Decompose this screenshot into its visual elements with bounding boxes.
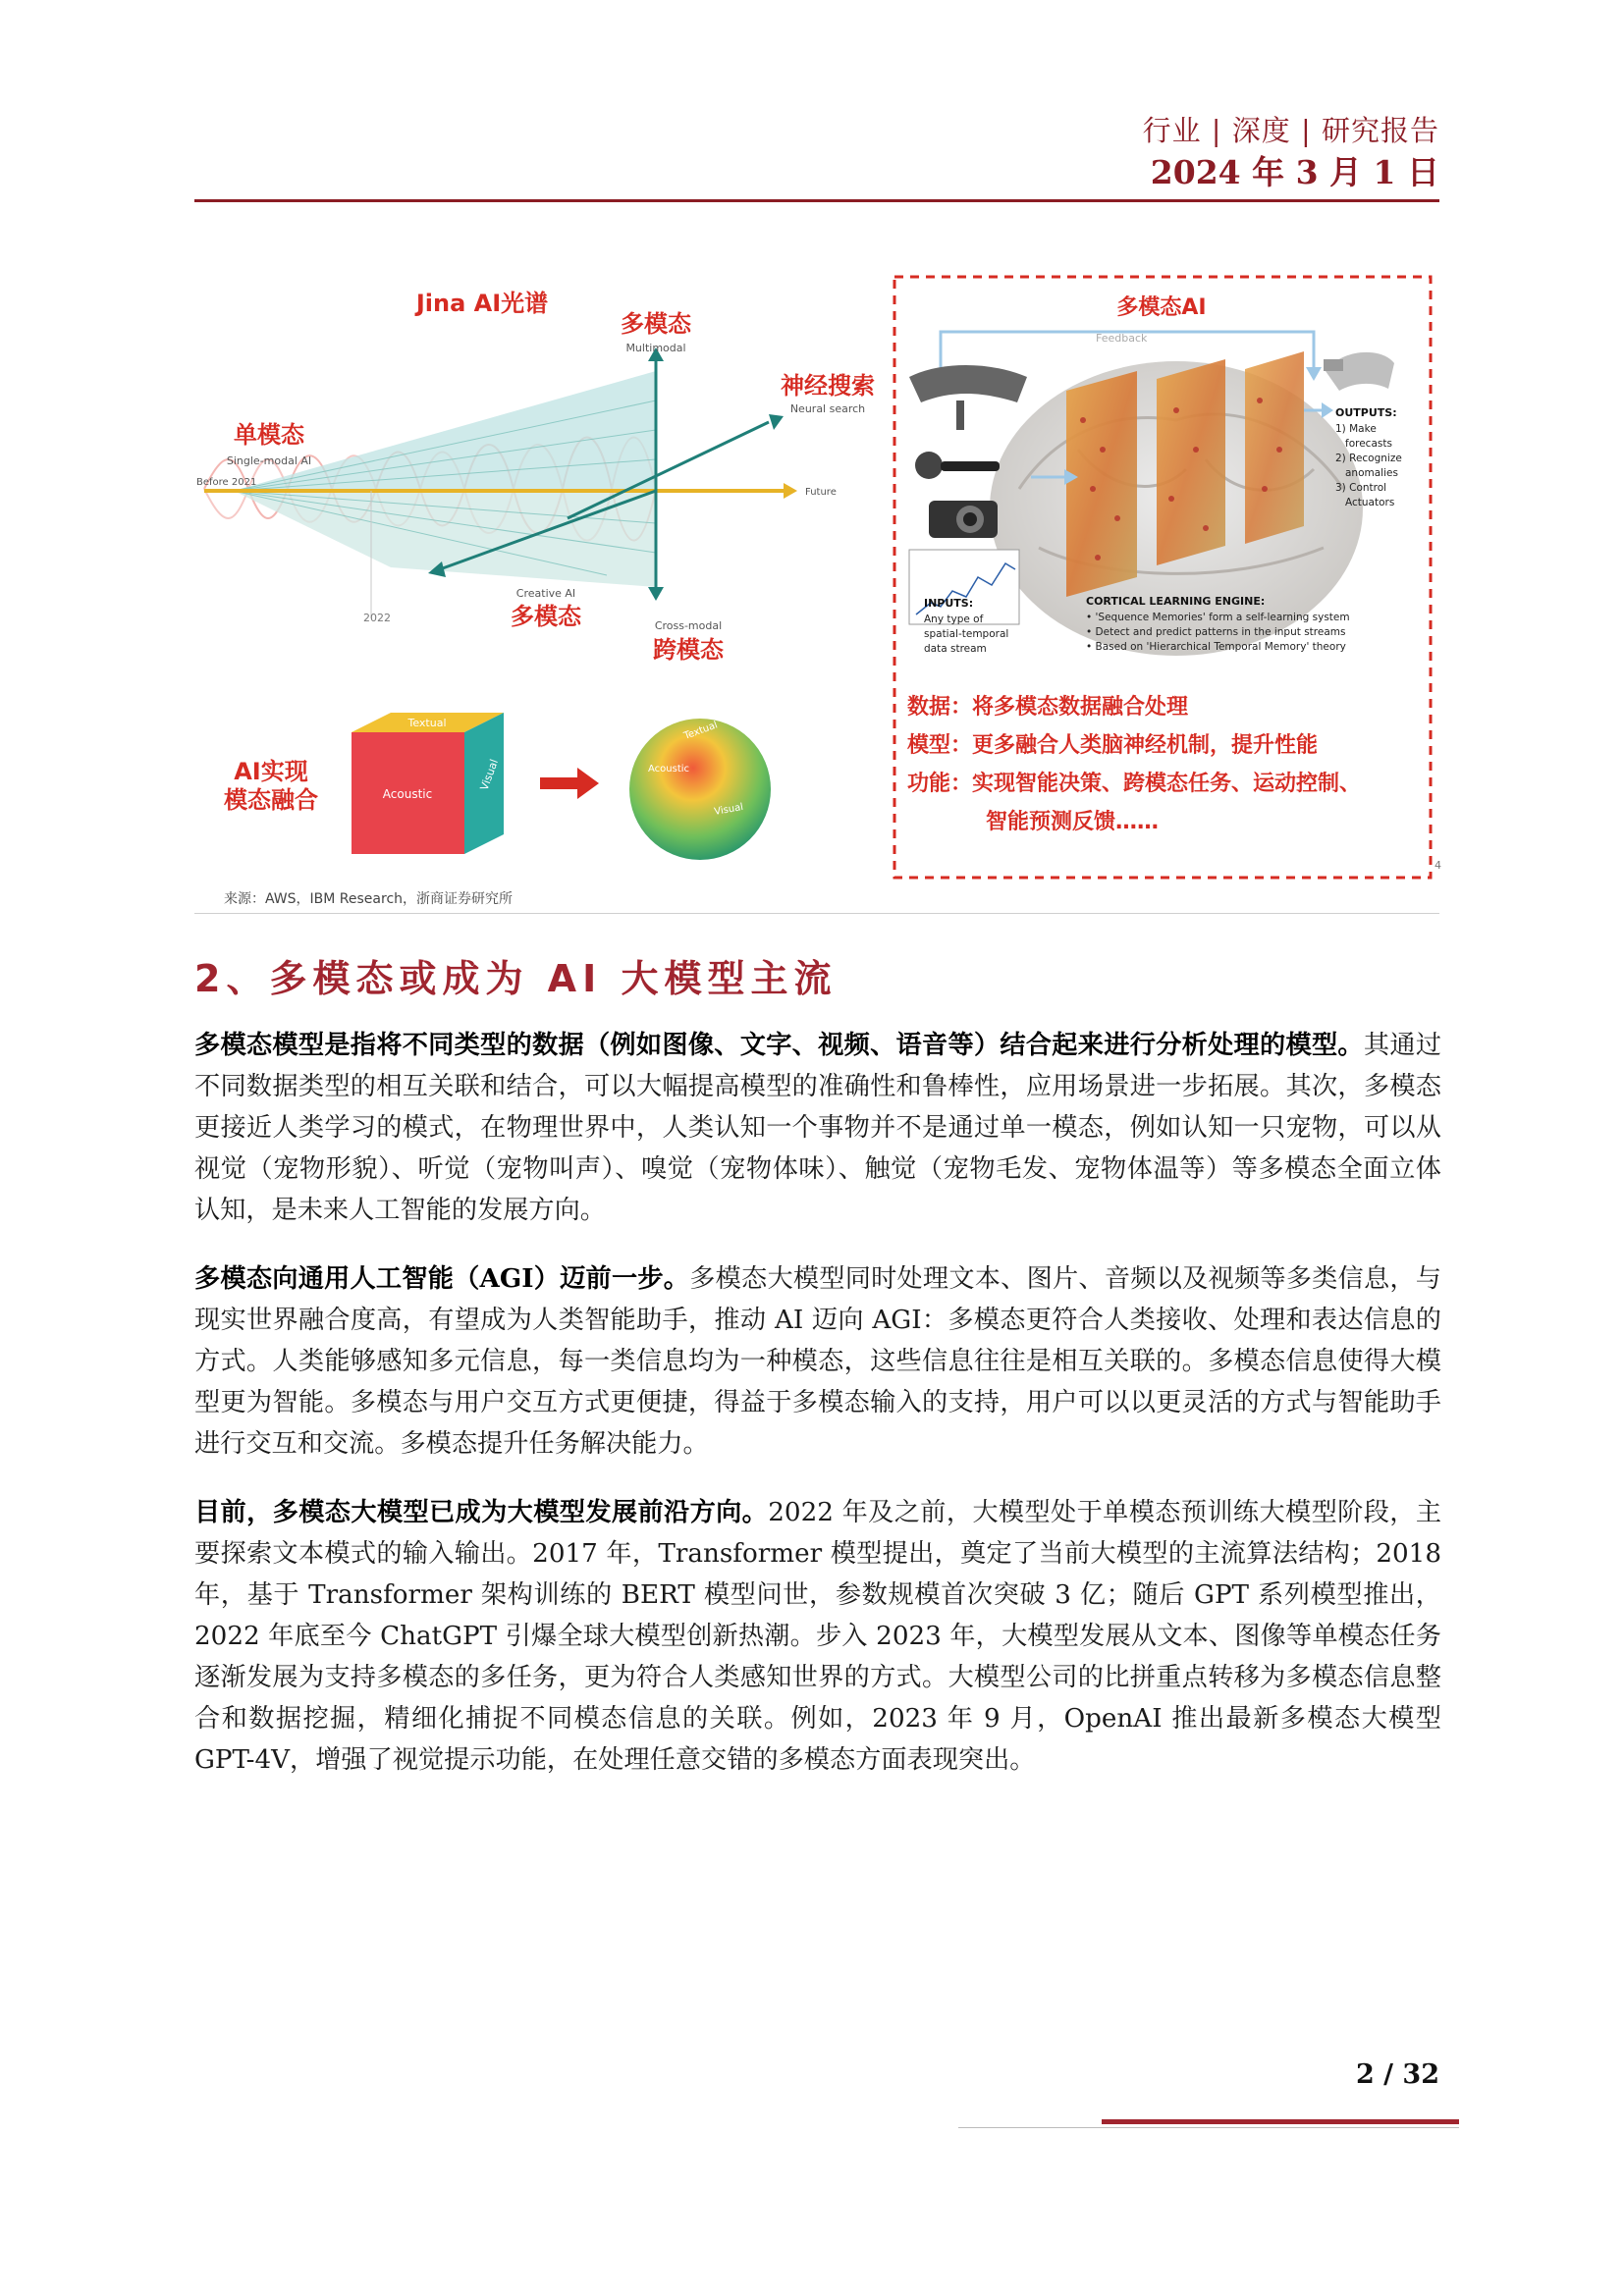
brain-summary-function: 功能：实现智能决策、跨模态任务、运动控制、 [907, 772, 1362, 796]
report-category: 行业 | 深度 | 研究报告 [1142, 114, 1439, 147]
camera-icon [929, 501, 998, 538]
outputs-line-1: 1) Make [1335, 423, 1377, 435]
brain-summary-data: 数据：将多模态数据融合处理 [907, 695, 1189, 720]
brain-summary-function-cont: 智能预测反馈…… [986, 810, 1160, 834]
paragraph-3 [194, 1492, 1441, 1781]
section-title: 2、多模态或成为 AI 大模型主流 [194, 957, 838, 1000]
outputs-line-2: forecasts [1345, 438, 1392, 450]
paragraph-2-lead: 多模态向通用人工智能（AGI）迈前一步。 [194, 1263, 690, 1294]
label-creative-ai-sub: Creative AI [515, 587, 576, 600]
footer-rule-thin [958, 2127, 1459, 2128]
microphone-icon [915, 452, 1000, 479]
engine-line-3: • Based on 'Hierarchical Temporal Memory' theory [1086, 641, 1346, 653]
label-cross-modal-sub: Cross-modal [654, 619, 723, 632]
engine-line-1: • 'Sequence Memories' form a self-learning system [1086, 612, 1350, 623]
inputs-title: INPUTS: [924, 597, 974, 610]
label-year: 2022 [363, 612, 391, 624]
outputs-line-3: 2) Recognize [1335, 453, 1402, 464]
cube-top-label: Textual [407, 717, 447, 729]
satellite-dish-icon [909, 365, 1027, 402]
outputs-line-6: Actuators [1345, 497, 1395, 508]
inputs-line-2: spatial-temporal [924, 628, 1009, 640]
spectrum-diagram [196, 290, 875, 664]
feedback-label: Feedback [1096, 332, 1148, 345]
outputs-line-4: anomalies [1345, 467, 1398, 479]
multimodal-figure [194, 253, 1439, 913]
paragraph-1 [194, 1025, 1441, 1231]
label-multimodal: 多模态 [621, 310, 691, 338]
cube-side-label: Visual [477, 757, 502, 793]
spectrum-title: Jina AI光谱 [415, 290, 549, 317]
fusion-arrow [540, 768, 599, 799]
label-future: Future [805, 487, 837, 498]
fusion-diagram [224, 713, 771, 860]
label-neural-search-sub: Neural search [789, 402, 866, 415]
paragraph-1-lead: 多模态模型是指将不同类型的数据（例如图像、文字、视频、语音等）结合起来进行分析处理的模型。 [194, 1030, 1364, 1060]
fusion-label-2: 模态融合 [224, 786, 318, 814]
cortex-sheet-3 [1245, 351, 1304, 544]
label-creative-ai: 多模态 [511, 603, 581, 630]
paragraph-3-body: 2022 年及之前，大模型处于单模态预训练大模型阶段，主要探索文本模式的输入输出。2017 年，Transformer 模型提出，奠定了当前大模型的主流算法结构；2018 年，基于 Transformer 架构训练的 BERT 模型问世，参数规模首次突破 3 亿；随后 GPT 系列模型推出，2022 年底至今 ChatGPT 引爆全球大模型创新热潮。步入 2023 年，大模型发展从文本、图像等单模态任务逐渐发展为支持多模态的多任务，更为符合人类感知世界的方式。大模型公司的比拼重点转移为多模态信息整合和数据挖掘，精细化捕捉不同模态信息的关联。例如，2023 年 9 月，OpenAI 推出最新多模态大模型 GPT-4V，增强了视觉提示功能，在处理任意交错的多模态方面表现突出。 [194, 1498, 1442, 1775]
actuator-hand-icon [1324, 352, 1394, 391]
cube-front-label: Acoustic [382, 787, 433, 801]
paragraph-2 [194, 1258, 1441, 1465]
label-multimodal-sub: Multimodal [625, 342, 686, 354]
page-number: 2 / 32 [1355, 2059, 1439, 2090]
figure-source: 来源：AWS，IBM Research，浙商证券研究所 [224, 891, 514, 907]
sphere-label-3: Visual [713, 801, 744, 818]
report-header [1143, 110, 1439, 194]
brain-panel-title: 多模态AI [1116, 295, 1207, 320]
inputs-line-3: data stream [924, 643, 987, 655]
brain-panel-corner-number: 4 [1435, 859, 1441, 872]
outputs-title: OUTPUTS: [1335, 406, 1397, 419]
paragraph-3-lead: 目前，多模态大模型已成为大模型发展前沿方向。 [194, 1497, 769, 1527]
inputs-line-1: Any type of [924, 614, 984, 625]
outputs-line-5: 3) Control [1335, 482, 1387, 494]
engine-title: CORTICAL LEARNING ENGINE: [1086, 595, 1266, 608]
engine-line-2: • Detect and predict patterns in the input streams [1086, 626, 1346, 638]
label-single-modal: 单模态 [234, 421, 304, 449]
fusion-label-1: AI实现 [234, 758, 308, 785]
sphere-label-1: Textual [682, 720, 720, 742]
label-single-modal-sub: Single-modal AI [226, 454, 312, 467]
cortex-sheet-2 [1157, 359, 1225, 565]
fusion-sphere [629, 719, 771, 860]
label-neural-search: 神经搜索 [781, 372, 875, 400]
brain-panel [894, 277, 1441, 878]
figure-bottom-rule [194, 913, 1439, 914]
cortex-sheet-1 [1066, 371, 1137, 597]
paragraph-1-body: 其通过不同数据类型的相互关联和结合，可以大幅提高模型的准确性和鲁棒性，应用场景进一步拓展。其次，多模态更接近人类学习的模式，在物理世界中，人类认知一个事物并不是通过单一模态，例如认知一只宠物，可以从视觉（宠物形貌）、听觉（宠物叫声）、嗅觉（宠物体味）、触觉（宠物毛发、宠物体温等）等多模态全面立体认知，是未来人工智能的发展方向。 [194, 1031, 1442, 1225]
label-cross-modal: 跨模态 [653, 636, 724, 664]
brain-summary-model: 模型：更多融合人类脑神经机制，提升性能 [907, 733, 1319, 758]
footer-rule-thick [1102, 2119, 1459, 2124]
header-rule [194, 199, 1439, 202]
report-date: 2024 年 3 月 1 日 [1150, 153, 1439, 191]
paragraph-2-body: 多模态大模型同时处理文本、图片、音频以及视频等多类信息，与现实世界融合度高，有望成为人类智能助手，推动 AI 迈向 AGI：多模态更符合人类接收、处理和表达信息的方式。人类能够感知多元信息，每一类信息均为一种模态，这些信息往往是相互关联的。多模态信息使得大模型更为智能。多模态与用户交互方式更便捷，得益于多模态输入的支持，用户可以以更灵活的方式与智能助手进行交互和交流。多模态提升任务解决能力。 [194, 1264, 1441, 1459]
label-before-2021: Before 2021 [196, 477, 257, 488]
sphere-label-2: Acoustic [648, 764, 690, 774]
